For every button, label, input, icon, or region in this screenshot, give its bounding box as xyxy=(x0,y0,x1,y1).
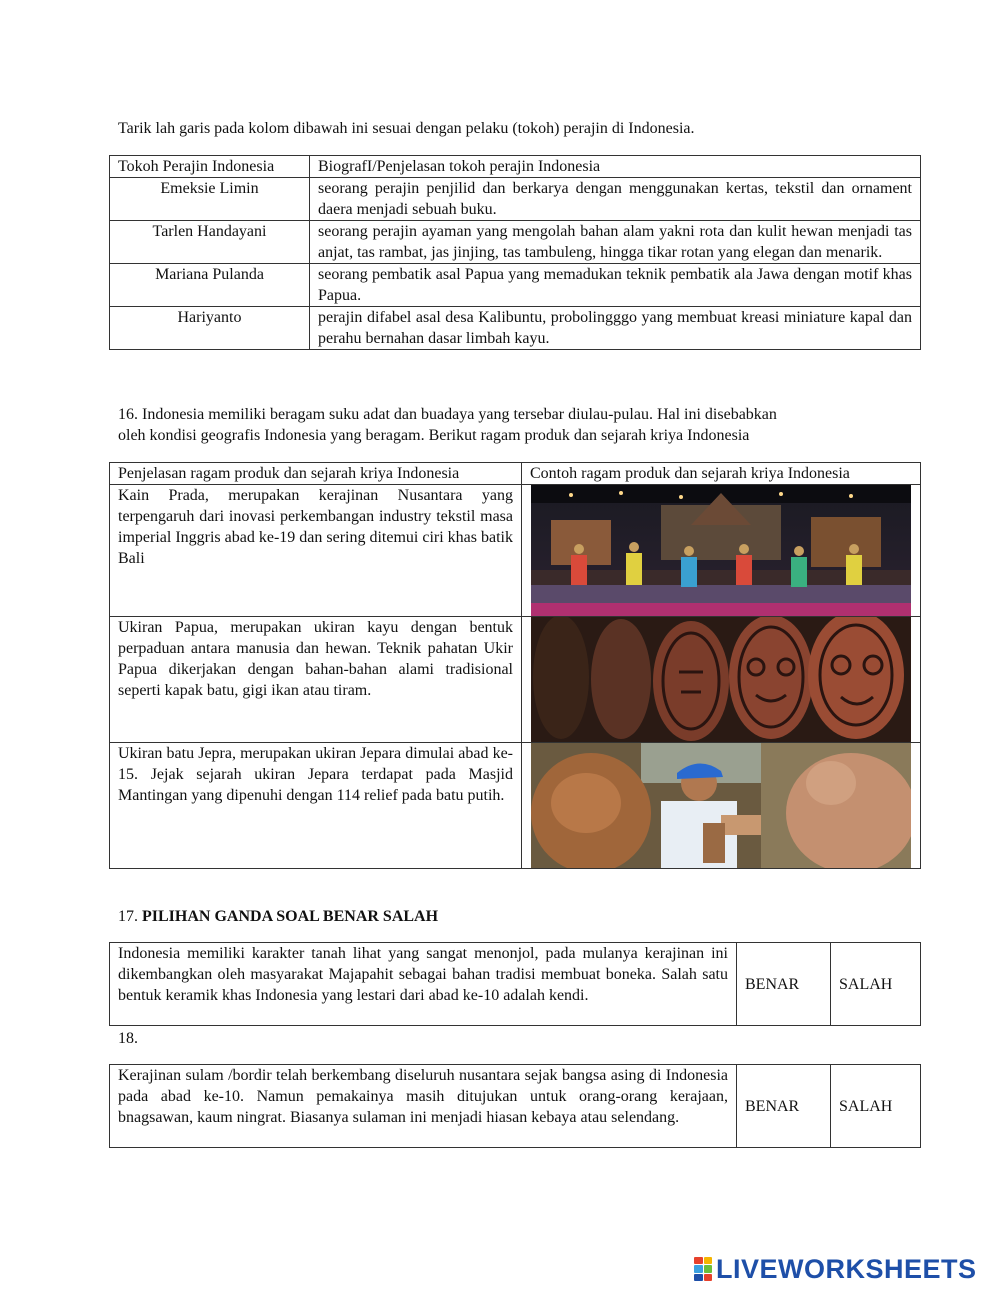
table-row xyxy=(110,1065,921,1148)
question-statement: Kerajinan sulam /bordir telah berkembang diseluruh nusantara sejak bangsa asing di Indonesia pada abad ke-10. Namun pemakainya masih ditujukan untuk orang-orang kerajaan, bnagsawan, kaum ningrat. Biasanya sulaman ini menjadi hiasan kebaya atau selendang. xyxy=(110,1065,737,1148)
tokoh-description[interactable]: seorang pembatik asal Papua yang memadukan teknik pembatik ala Jawa dengan motif khas Papua. xyxy=(310,264,921,307)
logo-blocks-icon xyxy=(694,1257,712,1281)
table-row xyxy=(110,264,921,307)
column-header: Tokoh Perajin Indonesia xyxy=(110,156,310,178)
tokoh-description[interactable]: seorang perajin penjilid dan berkarya dengan menggunakan kertas, tekstil dan ornament daera menjadi sebuah buku. xyxy=(310,178,921,221)
instruction-text: Tarik lah garis pada kolom dibawah ini sesuai dengan pelaku (tokoh) perajin di Indonesia. xyxy=(118,120,695,137)
tokoh-name[interactable]: Emeksie Limin xyxy=(110,178,310,221)
table-row xyxy=(110,485,921,617)
salah-option[interactable]: SALAH xyxy=(831,943,921,1026)
table-header-row xyxy=(110,156,921,178)
question-16-line: oleh kondisi geografis Indonesia yang beragam. Berikut ragam produk dan sejarah kriya Indonesia xyxy=(118,427,750,444)
kriya-image-cell[interactable] xyxy=(522,485,921,617)
table-row xyxy=(110,943,921,1026)
column-header: BiografI/Penjelasan tokoh perajin Indonesia xyxy=(310,156,921,178)
tokoh-description[interactable]: seorang perajin ayaman yang mengolah bahan alam yakni rota dan kulit hewan menjadi tas anjat, tas rambat, jas jinjing, tas tambuleng, hingga tikar rotan yang elegan dan menarik. xyxy=(310,221,921,264)
wood-carver-photo xyxy=(531,743,911,868)
table-row xyxy=(110,178,921,221)
question-17-table xyxy=(109,942,921,1026)
kriya-description[interactable]: Kain Prada, merupakan kerajinan Nusantara yang terpengaruh dari inovasi perkembangan industry tekstil masa imperial Inggris abad ke-19 dan sering ditemui ciri khas batik Bali xyxy=(110,485,522,617)
tokoh-name[interactable]: Tarlen Handayani xyxy=(110,221,310,264)
kriya-description[interactable]: Ukiran batu Jepra, merupakan ukiran Jepara dimulai abad ke-15. Jejak sejarah ukiran Jepara terdapat pada Masjid Mantingan yang dipenuhi dengan 114 relief pada batu putih. xyxy=(110,743,522,869)
logo-text: LIVEWORKSHEETS xyxy=(716,1254,977,1284)
question-number: 17. xyxy=(118,908,142,925)
kriya-table xyxy=(109,462,921,869)
question-18-number: 18. xyxy=(118,1030,138,1047)
table-row xyxy=(110,743,921,869)
table-row xyxy=(110,221,921,264)
question-17-heading xyxy=(118,906,918,927)
tokoh-name[interactable]: Hariyanto xyxy=(110,307,310,350)
perajin-table xyxy=(109,155,921,350)
tokoh-name[interactable]: Mariana Pulanda xyxy=(110,264,310,307)
table-row xyxy=(110,307,921,350)
papua-carved-shields-photo xyxy=(531,617,911,742)
liveworksheets-logo xyxy=(694,1254,994,1284)
question-18-table xyxy=(109,1064,921,1148)
table-header-row xyxy=(110,463,921,485)
balinese-dance-photo xyxy=(531,485,911,616)
benar-option[interactable]: BENAR xyxy=(737,1065,831,1148)
salah-option[interactable]: SALAH xyxy=(831,1065,921,1148)
table-row xyxy=(110,617,921,743)
tokoh-description[interactable]: perajin difabel asal desa Kalibuntu, probolingggo yang membuat kreasi miniature kapal dan perahu bernahan dasar limbah kayu. xyxy=(310,307,921,350)
question-16-text xyxy=(118,404,918,446)
benar-option[interactable]: BENAR xyxy=(737,943,831,1026)
kriya-image-cell[interactable] xyxy=(522,743,921,869)
column-header: Contoh ragam produk dan sejarah kriya Indonesia xyxy=(522,463,921,485)
question-statement: Indonesia memiliki karakter tanah lihat yang sangat menonjol, pada mulanya kerajinan ini dikembangkan oleh masyarakat Majapahit sebagai bahan tradisi membuat boneka. Salah satu bentuk keramik khas Indonesia yang lestari dari abad ke-10 adalah kendi. xyxy=(110,943,737,1026)
column-header: Penjelasan ragam produk dan sejarah kriya Indonesia xyxy=(110,463,522,485)
question-16-line: 16. Indonesia memiliki beragam suku adat dan buadaya yang tersebar diulau-pulau. Hal ini disebabkan xyxy=(118,406,777,423)
kriya-image-cell[interactable] xyxy=(522,617,921,743)
question-title: PILIHAN GANDA SOAL BENAR SALAH xyxy=(142,908,439,925)
kriya-description[interactable]: Ukiran Papua, merupakan ukiran kayu dengan bentuk perpaduan antara manusia dan hewan. Teknik pahatan Ukir Papua dikerjakan dengan bahan-bahan alami tradisional seperti kapak batu, gigi ikan atau tiram. xyxy=(110,617,522,743)
